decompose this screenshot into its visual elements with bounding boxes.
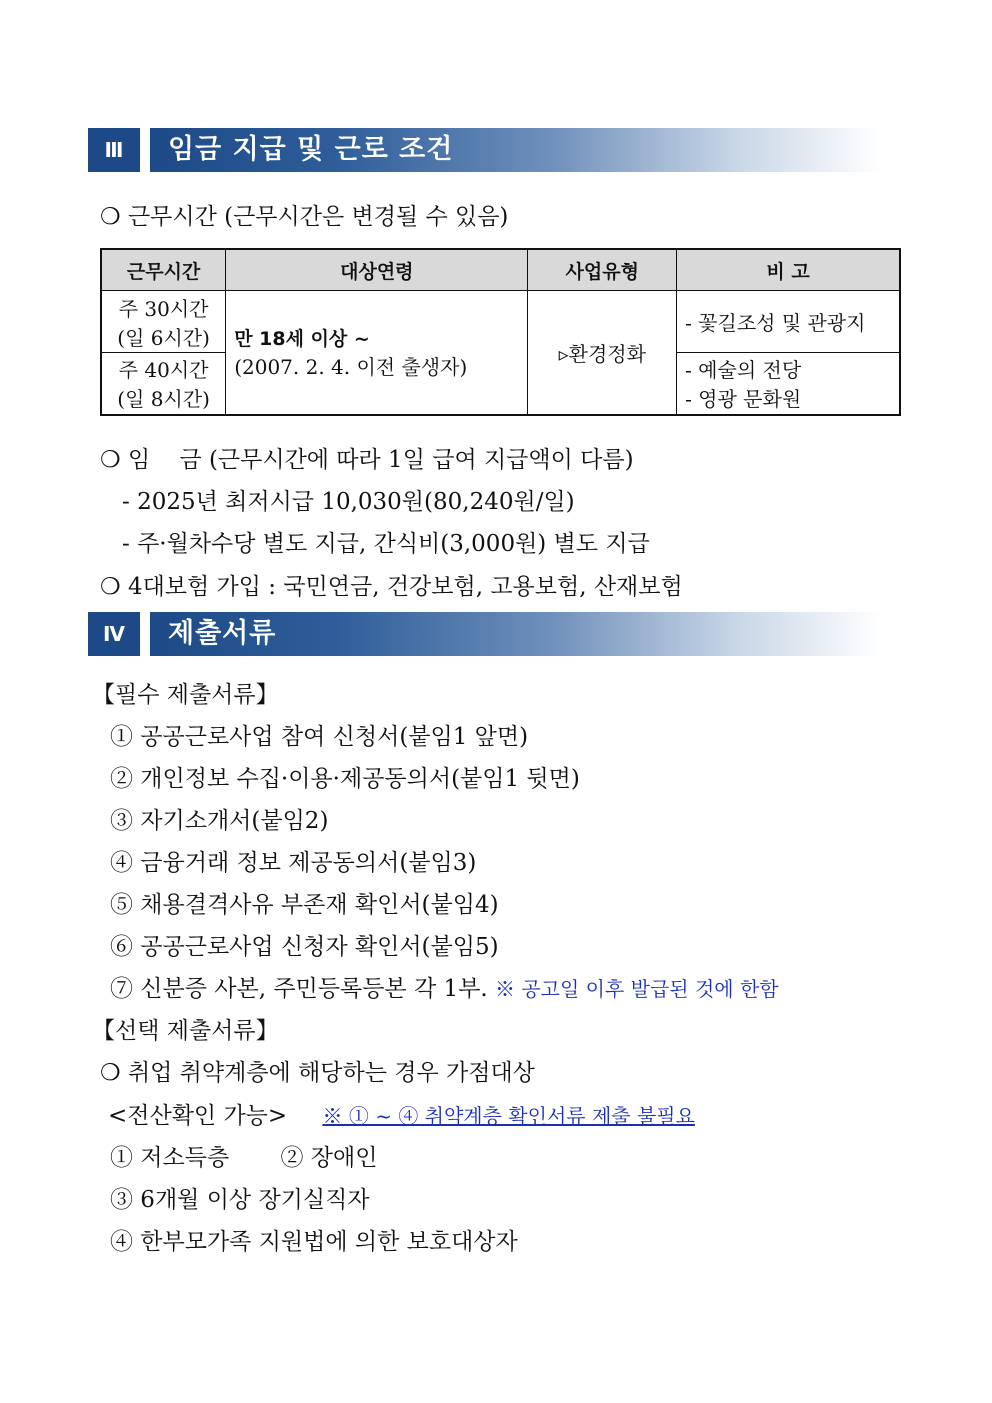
- wage-text: (근무시간에 따라 1일 급여 지급액이 다름): [208, 447, 634, 473]
- online-check-label: <전산확인 가능>: [108, 1103, 288, 1129]
- type-cell: ▹환경정화: [528, 291, 677, 415]
- section-number: Ⅳ: [88, 612, 140, 656]
- table-row: [101, 291, 900, 353]
- insurance-text: 4대보험 가입 : 국민연금, 건강보험, 고용보험, 산재보험: [127, 574, 683, 600]
- required-item-4: ④ 금융거래 정보 제공동의서(붙임3): [110, 850, 477, 876]
- work-hours-text: 근무시간 (근무시간은 변경될 수 있음): [127, 204, 509, 230]
- optional-item-2: ② 장애인: [280, 1145, 378, 1171]
- age-cell: [226, 291, 528, 415]
- wage-item-2: - 주·월차수당 별도 지급, 간식비(3,000원) 별도 지급: [122, 531, 650, 557]
- work-hours-line: [100, 198, 508, 231]
- optional-heading: 【선택 제출서류】: [92, 1018, 279, 1044]
- table-header-row: [101, 249, 900, 291]
- section-number: Ⅲ: [88, 128, 140, 172]
- optional-text: 취업 취약계층에 해당하는 경우 가점대상: [127, 1060, 535, 1086]
- required-item-7: [110, 970, 779, 1003]
- age-birth-line: (2007. 2. 4. 이전 출생자): [234, 355, 468, 380]
- wage-item-1: - 2025년 최저시급 10,030원(80,240원/일): [122, 489, 575, 515]
- section-title: 임금 지급 및 근로 조건: [168, 134, 454, 165]
- circle-bullet-icon: ❍: [100, 204, 121, 230]
- header-type: 사업유형: [528, 249, 677, 291]
- optional-items-row-1: [110, 1139, 377, 1172]
- insurance-line: [100, 568, 683, 601]
- required-heading: 【필수 제출서류】: [92, 682, 279, 708]
- note-cell-1: - 꽃길조성 및 관광지: [677, 291, 900, 353]
- section-title: 제출서류: [168, 618, 277, 649]
- circle-bullet-icon: ❍: [100, 447, 121, 473]
- section-header-3: [88, 128, 880, 172]
- header-note: 비 고: [677, 249, 900, 291]
- hours-line: (일 8시간): [117, 387, 210, 412]
- online-check-line: [108, 1097, 695, 1130]
- note-cell-2: [677, 353, 900, 415]
- hours-cell-30: [101, 291, 226, 353]
- circle-bullet-icon: ❍: [100, 574, 121, 600]
- note-line: - 영광 문화원: [685, 387, 802, 412]
- hours-cell-40: [101, 353, 226, 415]
- optional-item-1: ① 저소득층: [110, 1145, 230, 1171]
- required-item-6: ⑥ 공공근로사업 신청자 확인서(붙임5): [110, 934, 499, 960]
- wage-line: [100, 441, 634, 474]
- note-line: - 예술의 전당: [685, 358, 802, 383]
- circle-bullet-icon: ❍: [100, 1060, 121, 1086]
- required-item-5: ⑤ 채용결격사유 부존재 확인서(붙임4): [110, 892, 499, 918]
- required-item-2: ② 개인정보 수집·이용·제공동의서(붙임1 뒷면): [110, 766, 580, 792]
- hours-line: 주 40시간: [118, 358, 209, 383]
- required-item-7-text: ⑦ 신분증 사본, 주민등록등본 각 1부.: [110, 976, 488, 1002]
- hours-line: (일 6시간): [117, 325, 210, 350]
- required-item-3: ③ 자기소개서(붙임2): [110, 808, 329, 834]
- wage-label: 임 금: [127, 447, 202, 473]
- online-check-note: ※ ① ~ ④ 취약계층 확인서류 제출 불필요: [322, 1104, 695, 1128]
- header-age: 대상연령: [226, 249, 528, 291]
- optional-line: [100, 1054, 535, 1087]
- section-header-4: [88, 612, 880, 656]
- age-line: 만 18세 이상 ~: [234, 328, 370, 351]
- optional-item-3: ③ 6개월 이상 장기실직자: [110, 1187, 370, 1213]
- header-hours: 근무시간: [101, 249, 226, 291]
- hours-line: 주 30시간: [118, 296, 209, 321]
- required-item-7-note: ※ 공고일 이후 발급된 것에 한함: [494, 977, 779, 1001]
- work-schedule-table: [100, 248, 901, 416]
- optional-item-4: ④ 한부모가족 지원법에 의한 보호대상자: [110, 1229, 518, 1255]
- required-item-1: ① 공공근로사업 참여 신청서(붙임1 앞면): [110, 724, 529, 750]
